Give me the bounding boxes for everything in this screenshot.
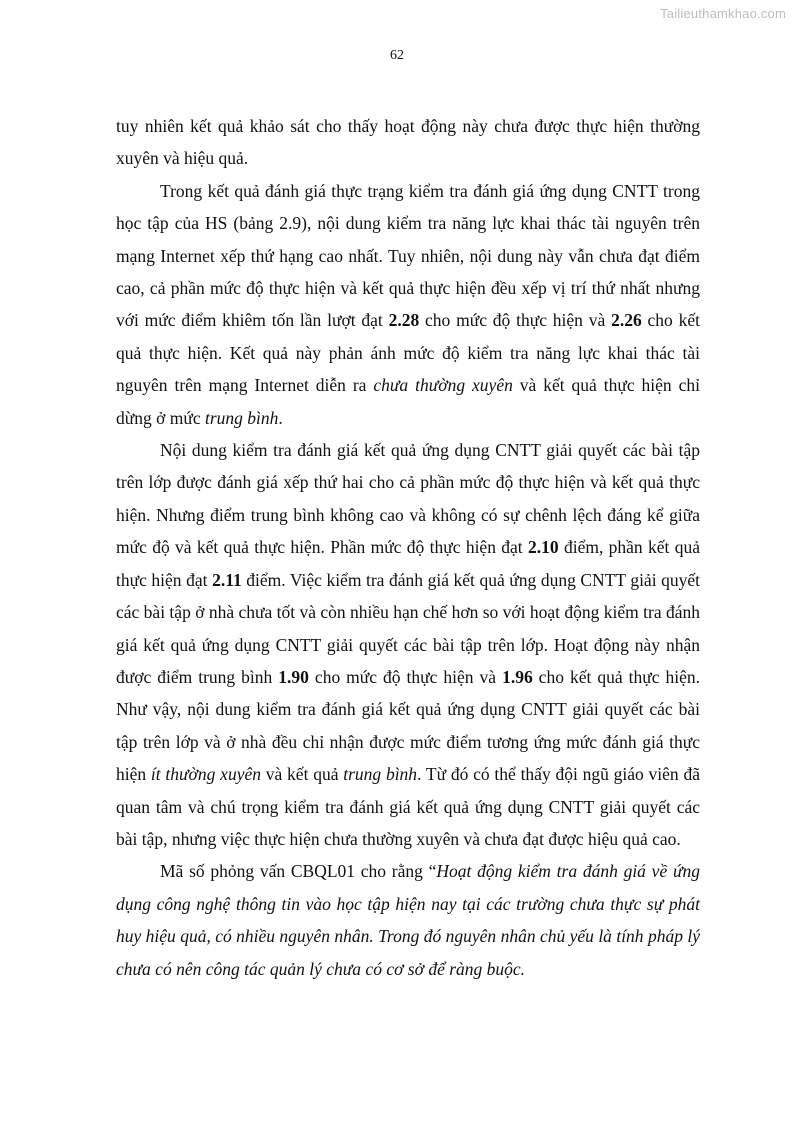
paragraph-text: Trong kết quả đánh giá thực trạng kiểm tra đánh giá ứng dụng CNTT trong học tập của HS (bảng 2.9), nội dung kiểm tra năng lực khai thác tài nguyên trên mạng Internet xếp thứ hạng cao nhất. Tuy nhiên, nội dung này vẫn chưa đạt điểm cao, cả phần mức độ thực hiện và kết quả thực hiện đều xếp vị trí thứ nhất nhưng với mức điểm khiêm tốn lần lượt đạt [116, 180, 700, 331]
bold-value: 2.11 [212, 569, 242, 590]
paragraph-text: . Từ đó có thể thấy đội ngũ giáo viên đã quan tâm và chú trọng kiểm tra đánh giá kết quả ứng dụng CNTT giải quyết các bài tập, nhưng việc thực hiện chưa thường xuyên và chưa đạt được hiệu quả cao. [116, 764, 700, 849]
paragraph-text: Mã số phỏng vấn CBQL01 cho rằng “ [160, 861, 437, 882]
paragraph-1 [116, 110, 700, 175]
italic-phrase: trung bình [204, 407, 279, 428]
paragraph-text: tuy nhiên kết quả khảo sát cho thấy hoạt động này chưa được thực hiện thường xuyên và hiệu quả. [116, 116, 700, 169]
bold-value: 2.10 [528, 537, 559, 558]
watermark: Tailieuthamkhao.com [660, 6, 786, 21]
paragraph-3 [116, 434, 700, 855]
paragraph-text: Nội dung kiểm tra đánh giá kết quả ứng dụng CNTT giải quyết các bài tập trên lớp được đánh giá xếp thứ hai cho cả phần mức độ thực hiện và kết quả thực hiện. Nhưng điểm trung bình không cao và không có sự chênh lệch đáng kể giữa mức độ và kết quả thực hiện. Phần mức độ thực hiện đạt [116, 440, 700, 558]
bold-value: 1.96 [502, 666, 533, 687]
paragraph-text: và kết quả thực hiện chỉ dừng ở mức [116, 375, 700, 428]
paragraph-4 [116, 855, 700, 985]
bold-value: 2.28 [388, 310, 420, 331]
bold-value: 2.26 [611, 310, 642, 331]
paragraph-text: điểm, phần kết quả thực hiện đạt [116, 537, 700, 590]
paragraph-text: cho kết quả thực hiện. Như vậy, nội dung kiểm tra đánh giá kết quả ứng dụng CNTT giải quyết các bài tập trên lớp và ở nhà đều chỉ nhận được mức điểm tương ứng mức đánh giá thực hiện [116, 666, 700, 785]
paragraph-text: và kết quả [260, 764, 344, 785]
italic-phrase: trung bình [343, 764, 418, 785]
bold-value: 1.90 [278, 666, 309, 687]
paragraph-2 [116, 175, 700, 434]
document-body [116, 110, 700, 985]
paragraph-text: cho mức độ thực hiện và [308, 666, 503, 687]
italic-phrase: chưa thường xuyên [373, 375, 513, 396]
italic-quote: Hoạt động kiểm tra đánh giá về ứng dụng công nghệ thông tin vào học tập hiện nay tại các trường chưa thực sự phát huy hiệu quả, có nhiều nguyên nhân. Trong đó nguyên nhân chủ yếu là tính pháp lý chưa có nên công tác quản lý chưa có cơ sở để ràng buộc. [116, 861, 700, 979]
paragraph-text: điểm. Việc kiểm tra đánh giá kết quả ứng dụng CNTT giải quyết các bài tập ở nhà chưa tốt và còn nhiều hạn chế hơn so với hoạt động kiểm tra đánh giá kết quả ứng dụng CNTT giải quyết các bài tập trên lớp. Hoạt động này nhận được điểm trung bình [116, 569, 701, 687]
page-number: 62 [390, 48, 404, 63]
paragraph-text: . [278, 407, 283, 428]
paragraph-text: cho mức độ thực hiện và [419, 310, 612, 331]
paragraph-text: cho kết quả thực hiện. Kết quả này phản ánh mức độ kiểm tra năng lực khai thác tài nguyên trên mạng Internet diễn ra [116, 310, 700, 396]
italic-phrase: ít thường xuyên [150, 764, 261, 785]
